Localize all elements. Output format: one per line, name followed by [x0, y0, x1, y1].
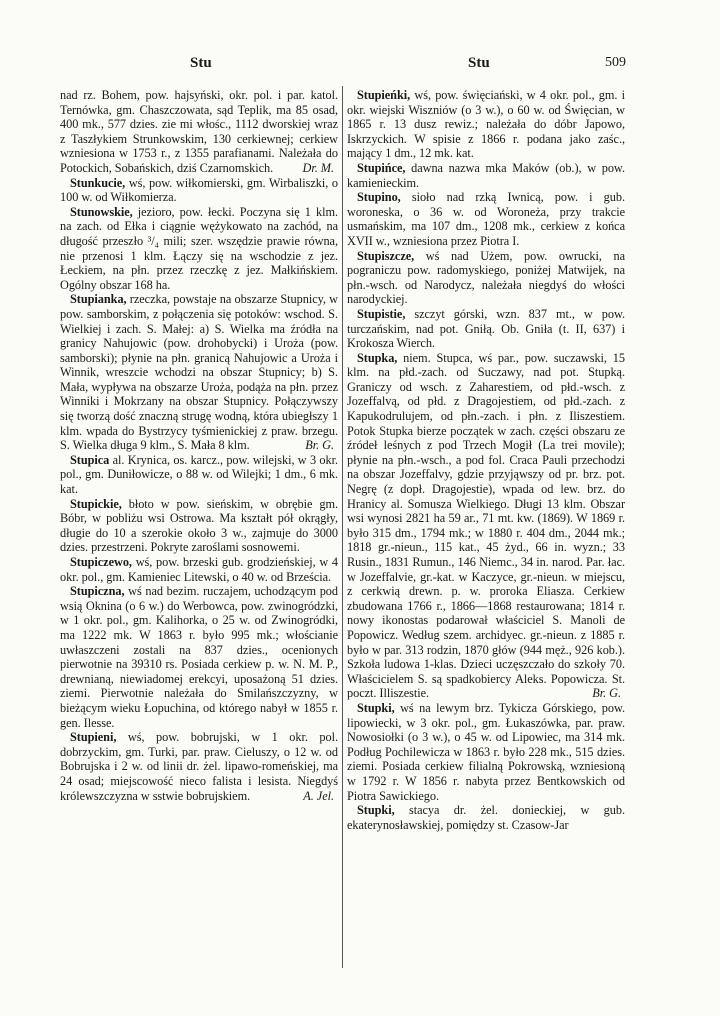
dictionary-entry	[347, 803, 625, 832]
entry-signature: Br. G.	[305, 438, 334, 453]
entry-signature: Br. G.	[592, 686, 621, 701]
entry-text: dawna nazwa mka Maków (ob.), w pow. kamienieckim.	[347, 160, 625, 190]
entry-headword: Stupistie,	[357, 306, 406, 321]
entry-text: szczyt górski, wzn. 837 mt., w pow. turczańskim, nad pot. Gniłą. Ob. Gniła (t. II, 637) i Krokosza Wierch.	[347, 306, 625, 351]
dictionary-entry	[347, 351, 625, 701]
entry-headword: Stupiczewo,	[70, 555, 132, 569]
entry-signature: A. Jel.	[303, 788, 334, 803]
running-header	[60, 55, 626, 77]
entry-headword: Stupickie,	[70, 496, 122, 511]
entry-text: al. Krynica, os. karcz., pow. wilejski, w 3 okr. pol., gm. Duniłowicze, o 88 w. od Wilejki; 1 dm., 6 mk. kat.	[60, 452, 338, 497]
entry-headword: Stupka,	[357, 350, 398, 365]
right-column	[347, 88, 625, 968]
entry-headword: Stupiczna,	[70, 584, 125, 599]
header-right-keyword: Stu	[468, 55, 490, 71]
entry-headword: Stupiszcze,	[357, 248, 415, 263]
entry-text: rzeczka, powstaje na obszarze Stupnicy, w pow. samborskim, z połączenia się potoków: wschod. S. Wielkiej i zach. S. Małej: a) S. Wielka ma źródła na granicy Nahujowic (pow. drohobycki) i Urożа (pow. samborski); płynie na płn. granicą Nahujowic a Uroża i Winnik, wreszcie wchodzi na obszar Stupnicy; b) S. Mała, wypływa na obszarze Uroża, podąża na płn. przez Winniki i Mokrzany na obszar Stupnicy. Połączywszy się tworzą dość znaczną strugę wodną, która ubiegłszy 1 klm. wpada do Bystrzycy tyśmienickiej z praw. brzegu. S. Wielka długa 9 klm., S. Mała 8 klm.	[60, 292, 338, 453]
entry-headword: Stunowskie,	[70, 204, 133, 219]
entry-headword: Stupieni,	[70, 730, 117, 745]
dictionary-entry	[60, 88, 338, 176]
dictionary-entry	[347, 161, 625, 190]
dictionary-entry	[347, 88, 625, 161]
dictionary-entry	[347, 307, 625, 351]
dictionary-entry	[60, 205, 338, 293]
entry-headword: Stupianka,	[70, 292, 127, 307]
entry-headword: Stupki,	[357, 700, 395, 715]
dictionary-entry	[60, 497, 338, 555]
entry-signature: Dr. M.	[302, 160, 334, 175]
entry-text: wś, pow. święciański, w 4 okr. pol., gm. i okr. wiejski Wiszniów (o 3 w.), o 60 w. od Święcian, w 1865 r. 13 dusz rewiz.; należała do dóbr Japowo, Iskrzyckich. W spisie z 1866 r. podana jako zaśc., mający 1 dm., 12 mk. kat.	[347, 88, 625, 161]
dictionary-entry	[347, 249, 625, 307]
left-column	[60, 88, 338, 968]
column-divider	[342, 86, 343, 968]
entry-text: jezioro, pow. łecki. Poczyna się 1 klm. na zach. od Ełka i ciągnie wężykowato na zachód, na długość przeszło ³/₄ mili; szer. wszędzie prawie równa, nie przenosi 1 klm. Łączy się na wschodzie z jez. Łeckiem, na płn. przez rzeczkę z jez. Małkińskiem. Ogólny obszar 168 ha.	[60, 204, 338, 292]
entry-text: stacya dr. żel. donieckiej, w gub. ekaterynosławskiej, pomiędzy st. Czasow-Jar	[347, 803, 625, 832]
dictionary-entry	[347, 190, 625, 248]
entry-text: błoto w pow. sieńskim, w obrębie gm. Bóbr, w pobliżu wsi Ostrowa. Ma kształt pół okrągły, długie do 10 a szerokie około 3 w., zajmuje do 3000 dzies. przestrzeni. Pokryte zaroślami sosnowemi.	[60, 496, 338, 555]
dictionary-entry	[60, 292, 338, 453]
entry-headword: Stupki,	[357, 803, 395, 818]
dictionary-entry	[60, 176, 338, 205]
entry-text: sioło nad rzką Iwnicą, pow. i gub. woroneska, o 36 w. od Woroneża, przy trakcie usmańskim, ma 107 dm., 1208 mk., cerkiew z końca XVII w., wzniesiona przez Piotra I.	[347, 190, 625, 248]
entry-text: wś nad bezim. ruczajem, uchodzącym pod wsią Oknina (o 6 w.) do Werbowca, pow. zwinogródzki, w 1 okr. pol., gm. Kalihorka, o 25 w. od Zwinogródki, ma 1222 mk. W 1863 r. było 995 mk.; włościanie uwłaszczeni zostali na 837 dzies., ocenionych pierwotnie na 39310 rs. Posiada cerkiew p. w. N. M. P., drewnianą, niewiadomej erekcyi, uposażoną 51 dzies. ziemi. Pierwotnie należała do Smilańszczyzny, w bieżącym wieku Łopuchina, od którego nabył w 1855 r. gen. Ilesse.	[60, 584, 338, 730]
entry-headword: Stupino,	[357, 190, 401, 205]
dictionary-entry	[60, 584, 338, 730]
dictionary-entry	[60, 730, 338, 803]
page-number: 509	[605, 55, 626, 70]
header-left-keyword: Stu	[190, 55, 212, 71]
entry-text: niem. Stupca, wś par., pow. suczawski, 15 klm. na płd.-zach. od Suczawy, nad pot. Stupką. Graniczy od wsch. z Zaharestiem, od płd.-wsch. z Jozeffalvą, od płd. z Dragojestiem, od płd.-zach. z Kapukodrulujem, od płn.-zach. i płn. z Iliszestiem. Potok Stupka bierze początek w zach. części obszaru ze źródeł leśnych z pod Trzech Mogił (La trei movile); płynie na płn.-wsch., a pod fol. Craca Pauli przechodzi na obszar Jozeffalvy, gdzie przyjąwszy od pr. brz. pot. Negrę (z dopł. Dragojestie), wpada od lew. brz. do Hranicy al. Somusza Wielkiego. Długi 13 klm. Obszar wsi wynosi 2821 ha 59 ar., 71 mt. kw. (1869). W 1869 r. było 315 dm., 1794 mk.; w 1880 r. 404 dm., 2044 mk.; 1818 gr.-nieun., 115 kat., 45 żyd., 66 in. wyzn.; 33 Rusin., 1831 Rumun., 146 Niemc., 34 in. narod. Par. łac. w Jozeffalvie, gr.-kat. w Kaczyce, gr.-nieun. w miejscu, z cerkwią drewn. p. w. proroka Eliasza. Cerkiew zbudowana 1766 r., 1866—1868 restaurowana; 1814 r. nowy ikonostas podarował właściciel S. Manoli de Popowicz. Według szem. archidyec. gr.-nieun. z 1885 r. było w par. 313 rodzin, 1870 głów (944 męż., 926 kob.). Szkoła ludowa 1-klas. Dzieci uczęszczało do szkoły 70. Właścicielem S. są spadkobiercy Aleks. Popowicza. St. poczt. Illiszestie.	[347, 350, 625, 701]
dictionary-entry	[347, 701, 625, 803]
entry-text: nad rz. Bohem, pow. hajsyński, okr. pol. i par. katol. Ternówka, gm. Chaszczowata, sąd Teplik, ma 85 osad, 400 mk., 577 dzies. zie mi włośc., 1112 dworskiej wraz z Taszłykiem Strunkowskim, 130 cerkiewnej; cerkiew wzniesiona w 1753 r., z 1355 parafianami. Należała do Potockich, Sobańskich, dziś Czarnomskich.	[60, 88, 338, 175]
entry-headword: Stupińce,	[357, 160, 406, 175]
entry-text: wś, pow. wiłkomierski, gm. Wirbaliszki, o 100 w. od Wiłkomierza.	[60, 175, 338, 205]
entry-headword: Stunkucie,	[70, 175, 126, 190]
entry-text: wś nad Użem, pow. owrucki, na pograniczu pow. radomyskiego, poniżej Matwijek, na płn.-wsch. od Narodycz, należała niegdyś do włości narodyckiej.	[347, 248, 625, 307]
entry-headword: Stupieńki,	[357, 88, 411, 102]
dictionary-entry	[60, 555, 338, 584]
entry-text: wś, pow. brzeski gub. grodzieńskiej, w 4 okr. pol., gm. Kamieniec Litewski, o 40 w. od Brześcia.	[60, 555, 338, 584]
entry-text: wś na lewym brz. Tykicza Górskiego, pow. lipowiecki, w 3 okr. pol., gm. Łukaszówka, par. praw. Nowosiołki (o 3 w.), o 45 w. od Lipowiec, ma 314 mk. Podług Pochilewicza w 1863 r. było 228 mk., 515 dzies. ziemi. Posiada cerkiew filialną Pokrowską, wzniesioną w 1792 r. W 1856 r. nabyta przez Bentkowskich od Piotra Sawickiego.	[347, 700, 625, 803]
dictionary-entry	[60, 453, 338, 497]
entry-text: wś, pow. bobrujski, w 1 okr. pol. dobrzyckim, gm. Turki, par. praw. Cieluszy, o 12 w. od Bobrujska i 2 w. od linii dr. żel. lipawo-romeńskiej, ma 24 osad; miejscowość nieco falista i lesista. Niegdyś królewszczyzna w sstwie bobrujskiem.	[60, 730, 338, 803]
entry-headword: Stupica	[70, 452, 110, 467]
